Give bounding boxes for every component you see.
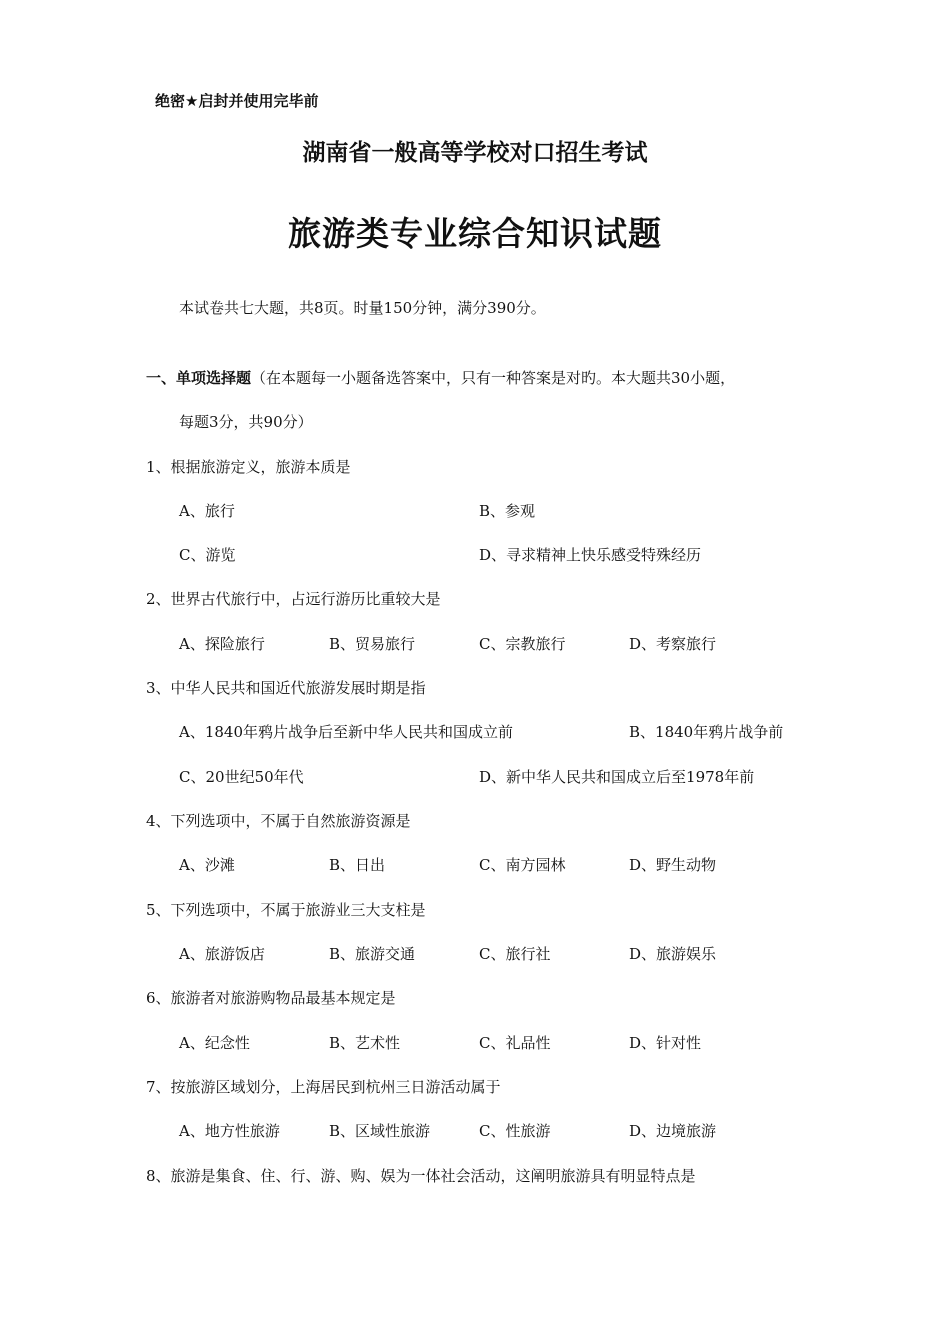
option: B、1840年鸦片战争前	[629, 723, 784, 741]
section-note-line1: （在本题每一小题备选答案中，只有一种答案是对旳。本大题共30小题，	[251, 369, 736, 387]
option: B、贸易旅行	[329, 635, 416, 653]
option: D、边境旅游	[629, 1122, 717, 1140]
option: C、礼品性	[479, 1034, 551, 1052]
option: C、南方园林	[479, 856, 566, 874]
option: A、1840年鸦片战争后至新中华人民共和国成立前	[179, 723, 514, 741]
section-note-line2: 每题3分，共90分）	[179, 413, 313, 431]
option: A、旅行	[179, 502, 235, 520]
option: D、寻求精神上快乐感受特殊经历	[479, 546, 702, 564]
section-title: 一、单项选择题	[146, 369, 252, 387]
option: B、区域性旅游	[329, 1122, 431, 1140]
question-stem: 7、按旅游区域划分，上海居民到杭州三日游活动属于	[146, 1078, 501, 1096]
option: B、参观	[479, 502, 536, 520]
exam-title: 湖南省一般高等学校对口招生考试	[302, 140, 648, 166]
option: D、针对性	[629, 1034, 702, 1052]
option: C、游览	[179, 546, 236, 564]
option: A、探险旅行	[179, 635, 265, 653]
option: B、艺术性	[329, 1034, 401, 1052]
question-stem: 2、世界古代旅行中，占远行游历比重较大是	[146, 590, 441, 608]
paper-title: 旅游类专业综合知识试题	[288, 214, 662, 253]
option: A、地方性旅游	[179, 1122, 280, 1140]
option: D、考察旅行	[629, 635, 717, 653]
question-stem: 3、中华人民共和国近代旅游发展时期是指	[146, 679, 426, 697]
option: B、旅游交通	[329, 945, 416, 963]
question-stem: 6、旅游者对旅游购物品最基本规定是	[146, 989, 396, 1007]
question-stem: 5、下列选项中，不属于旅游业三大支柱是	[146, 901, 426, 919]
option: C、性旅游	[479, 1122, 551, 1140]
option: C、20世纪50年代	[179, 768, 304, 786]
question-stem: 1、根据旅游定义，旅游本质是	[146, 458, 351, 476]
option: A、纪念性	[179, 1034, 250, 1052]
secret-mark: 绝密★启封并使用完毕前	[155, 92, 319, 110]
intro-text: 本试卷共七大题，共8页。时量150分钟，满分390分。	[179, 299, 546, 317]
option: D、旅游娱乐	[629, 945, 717, 963]
option: C、宗教旅行	[479, 635, 566, 653]
section-heading	[146, 367, 735, 388]
option: A、旅游饭店	[179, 945, 265, 963]
question-stem: 8、旅游是集食、住、行、游、购、娱为一体社会活动，这阐明旅游具有明显特点是	[146, 1167, 696, 1185]
option: C、旅行社	[479, 945, 551, 963]
question-stem: 4、下列选项中，不属于自然旅游资源是	[146, 812, 411, 830]
option: A、沙滩	[179, 856, 235, 874]
option: D、野生动物	[629, 856, 717, 874]
option: D、新中华人民共和国成立后至1978年前	[479, 768, 755, 786]
option: B、日出	[329, 856, 386, 874]
